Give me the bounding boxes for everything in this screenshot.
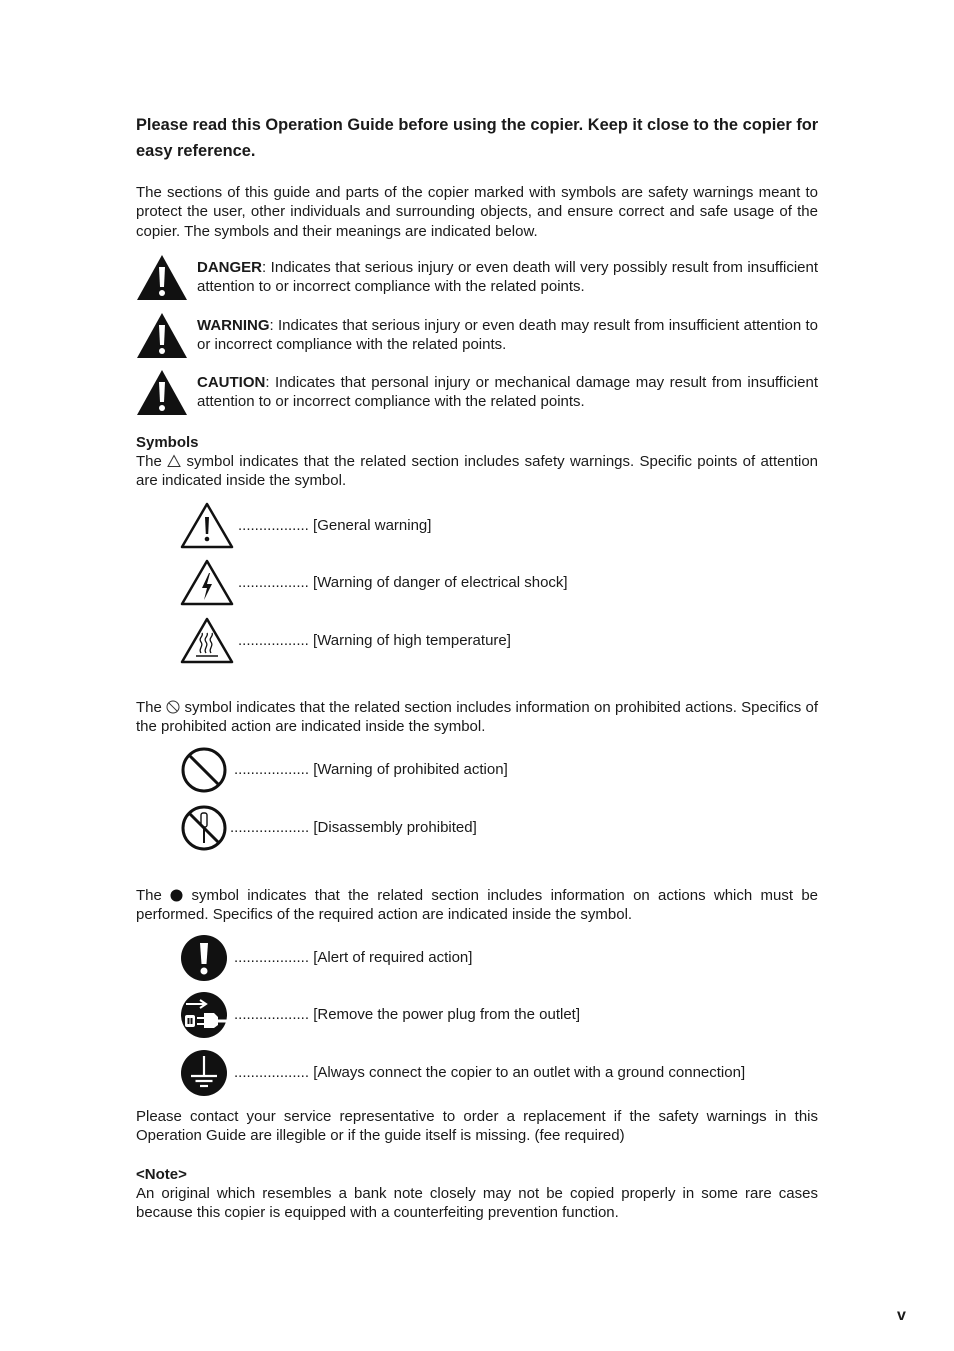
page-number: v — [897, 1307, 906, 1324]
manual-page: Please read this Operation Guide before using the copier. Keep it close to the copier for easy reference. The sections of this guide and parts of the copier marked with symbols are safety warnings meant to protect the user, other individuals and surrounding objects, and ensure correct and safe usage of the copier. The symbols and their meanings are indicated below. DANGER: Indicates that serious injury or even death will very possibly result from insufficient attention to or incorrect compliance with the related points. WARNING: Indicates that serious injury or even death may result from insufficient attention to or incorrect compliance with the related points. CAUTION: Indicates that personal injury or mechanical damage may result from insufficient attention to or incorrect compliance with the related points. Symbols The symbol indicates that the related section includes safety warnings. Specific points of attention are indicated inside the symbol. ................. [General warning] ................. [Warning of danger of electrical shock] ................. [Warning of high temperature] The symbol indicates that the related section includes information on prohibited actions. Specifics of the prohibited action are indicated inside the symbol. .................. [Warning of prohibited action] ................... [Disassembly prohibited] The symbol indicates that the related section includes information on actions which must be performed. Specifics of the required action are indicated inside the symbol. .................. [Alert of required action] .................. [Remove the power plug from the outlet] .................. [Always connect the copier to an outlet with a ground connection] Please contact your service representative to order a replacement if the safety warnings in this Operation Guide are illegible or if the guide itself is missing. (fee required) <Note> An original which resembles a bank note closely may not be copied properly in some rare cases because this copier is equipped with a counterfeiting prevention function. v — [0, 0, 954, 1351]
prohibited-action-icon — [180, 746, 228, 794]
prohibited-action-label: [Warning of prohibited action] — [313, 761, 508, 778]
outline-prohibit-icon — [166, 700, 180, 714]
note-text: An original which resembles a bank note closely may not be copied properly in some rare cases because this copier is equipped with a counterfeiting prevention function. — [136, 1185, 818, 1222]
caution-icon — [136, 369, 188, 417]
high-temperature-icon — [180, 617, 234, 665]
remove-plug-label: [Remove the power plug from the outlet] — [313, 1006, 580, 1023]
warning-icon — [136, 312, 188, 360]
warning-text: : Indicates that serious injury or even death may result from insufficient attention to or incorrect compliance with the related points. — [197, 317, 818, 354]
electrical-shock-label: [Warning of danger of electrical shock] — [313, 574, 568, 591]
caution-text: : Indicates that personal injury or mechanical damage may result from insufficient attention to or incorrect compliance with the related points. — [197, 374, 818, 411]
general-warning-label: [General warning] — [313, 517, 432, 534]
electrical-shock-icon — [180, 559, 234, 607]
filled-circle-icon — [170, 889, 183, 902]
replacement-paragraph: Please contact your service representative to order a replacement if the safety warnings in this Operation Guide are illegible or if the guide itself is missing. (fee required) — [136, 1108, 818, 1145]
danger-text: : Indicates that serious injury or even death will very possibly result from insufficient attention to or incorrect compliance with the related points. — [197, 259, 818, 296]
ground-connection-label: [Always connect the copier to an outlet with a ground connection] — [313, 1064, 746, 1081]
caution-entry — [136, 369, 818, 419]
intro-notice: Please read this Operation Guide before using the copier. Keep it close to the copier for easy reference. — [136, 116, 819, 160]
danger-label: DANGER — [197, 259, 263, 276]
safety-intro-paragraph: The sections of this guide and parts of the copier marked with symbols are safety warnings meant to protect the user, other individuals and surrounding objects, and ensure correct and safe usage of the copier. The symbols and their meanings are indicated below. — [136, 184, 818, 240]
symbols-heading: Symbols — [136, 434, 199, 451]
general-warning-icon — [180, 502, 234, 550]
prohibit-symbol-paragraph: The symbol indicates that the related section includes information on prohibited actions. Specifics of the prohibited action are indicated inside the symbol. — [136, 699, 818, 736]
required-action-icon — [180, 934, 228, 982]
note-heading: <Note> — [136, 1166, 187, 1183]
disassembly-prohibited-icon — [180, 804, 228, 852]
triangle-symbol-paragraph: The symbol indicates that the related section includes safety warnings. Specific points of attention are indicated inside the symbol. — [136, 453, 819, 490]
ground-connection-icon — [180, 1049, 228, 1097]
required-action-label: [Alert of required action] — [313, 949, 473, 966]
warning-entry — [136, 312, 818, 362]
disassembly-prohibited-label: [Disassembly prohibited] — [313, 819, 477, 836]
outline-triangle-icon — [167, 454, 181, 468]
required-symbol-paragraph: The symbol indicates that the related section includes information on actions which must be performed. Specifics of the required action are indicated inside the symbol. — [136, 887, 819, 924]
danger-icon — [136, 254, 188, 302]
warning-label: WARNING — [197, 317, 270, 334]
remove-plug-icon — [180, 991, 228, 1039]
high-temperature-label: [Warning of high temperature] — [313, 632, 511, 649]
danger-entry — [136, 254, 818, 304]
caution-label: CAUTION — [197, 374, 266, 391]
